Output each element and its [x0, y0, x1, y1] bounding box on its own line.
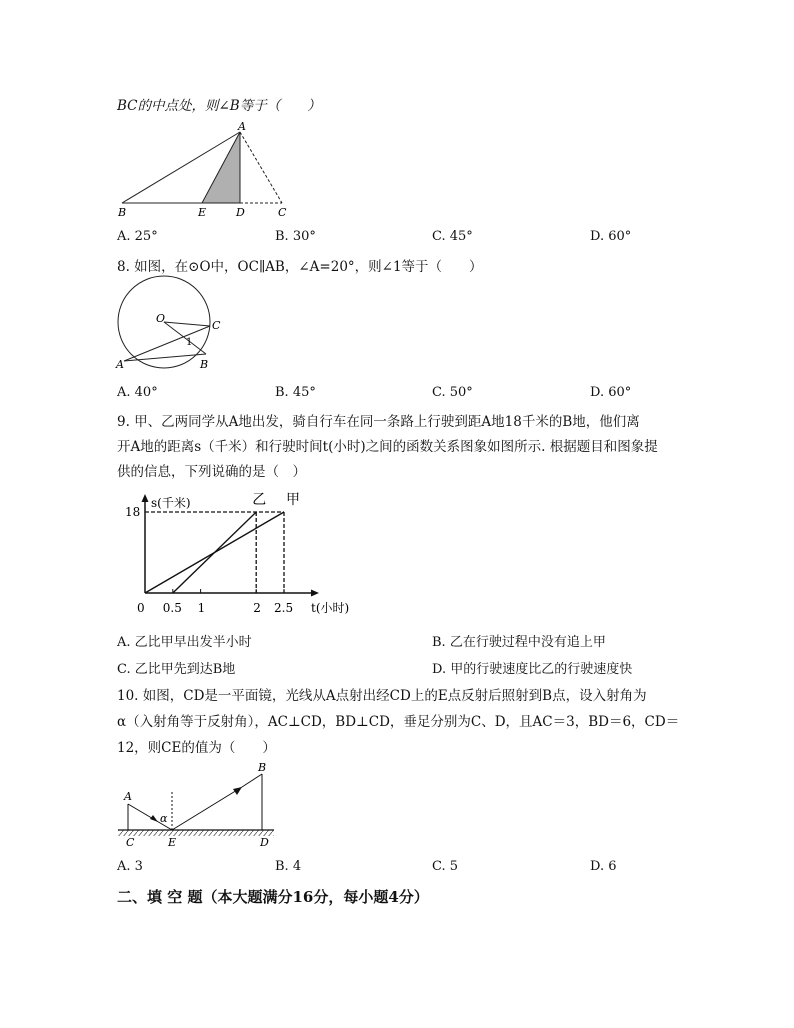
q8-line-OB — [164, 322, 206, 354]
q7-label-A: A — [238, 120, 246, 133]
q8-label-C: C — [212, 319, 221, 332]
q10-option-d[interactable]: D. 6 — [590, 859, 617, 874]
y-axis-label: s(千米) — [151, 496, 191, 510]
q10-stem-line-2: α（入射角等于反射角），AC⊥CD，BD⊥CD，垂足分别为C、D，且AC＝3，BD＝6，CD＝ — [117, 714, 680, 730]
section-2-heading: 二、填 空 题（本大题满分16分，每小题4分） — [117, 888, 429, 906]
q7-triangle-figure — [110, 120, 310, 220]
ray-arrow-AE — [150, 815, 158, 822]
q9-option-b[interactable]: B. 乙在行驶过程中没有追上甲 — [432, 635, 606, 650]
q7-option-c[interactable]: C. 45° — [432, 229, 473, 244]
q10-option-c[interactable]: C. 5 — [432, 859, 459, 874]
q10-option-b[interactable]: B. 4 — [275, 859, 302, 874]
q10-label-alpha: α — [160, 812, 168, 825]
q9-option-d[interactable]: D. 甲的行驶速度比乙的行驶速度快 — [432, 662, 633, 677]
q8-label-O: O — [156, 312, 166, 325]
q7-stem: BC的中点处，则∠B等于（ ） — [117, 98, 321, 114]
line-B-top — [242, 774, 262, 787]
q7-line-AC — [240, 132, 282, 203]
q7-label-E: E — [198, 206, 207, 219]
q10-label-B: B — [258, 761, 267, 774]
line-EB — [172, 787, 242, 830]
q8-label-A: A — [116, 358, 124, 371]
q8-option-c[interactable]: C. 50° — [432, 385, 473, 400]
q10-stem-line-1: 10. 如图，CD是一平面镜，光线从A点射出经CD上的E点反射后照射到B点，设入射角为 — [117, 688, 647, 704]
x-tick-label-0: 0.5 — [162, 601, 182, 615]
ray-arrow-EB — [233, 787, 242, 795]
mirror-hatch — [118, 830, 274, 836]
q10-mirror-figure — [112, 760, 282, 852]
q9-option-c[interactable]: C. 乙比甲先到达B地 — [117, 662, 236, 677]
q8-option-a[interactable]: A. 40° — [117, 385, 158, 400]
q8-stem: 8. 如图，在⊙O中，OC∥AB，∠A=20°，则∠1等于（ ） — [117, 259, 483, 275]
y-tick-label-0: 18 — [125, 505, 141, 519]
q7-option-a[interactable]: A. 25° — [117, 229, 158, 244]
q9-stem-line-3: 供的信息，下列说确的是（ ） — [117, 464, 306, 480]
q9-stem-line-2: 开A地的距离s（千米）和行驶时间t(小时)之间的函数关系图象如图所示. 根据题目和图象提 — [117, 439, 658, 455]
q10-label-A: A — [124, 790, 132, 803]
q9-stem-line-1: 9. 甲、乙两同学从A地出发，骑自行车在同一条路上行驶到距A地18千米的B地，他们离 — [117, 414, 640, 430]
series-label-yi: 乙 — [252, 492, 267, 508]
q9-distance-time-chart — [115, 490, 360, 625]
q10-stem-line-3: 12，则CE的值为（ ） — [117, 740, 276, 756]
q10-label-C: C — [126, 836, 135, 849]
q8-option-d[interactable]: D. 60° — [590, 385, 632, 400]
q7-label-B: B — [118, 206, 127, 219]
x-axis-label: t(小时) — [311, 601, 350, 615]
x-axis-arrow — [311, 590, 319, 597]
x-tick-label-3: 2.5 — [274, 601, 294, 615]
q7-label-C: C — [278, 206, 287, 219]
q8-label-1: 1 — [186, 337, 193, 348]
x-tick-label-1: 1 — [197, 601, 206, 615]
x-tick-label-2: 2 — [253, 601, 261, 615]
q8-line-AC — [124, 326, 210, 361]
q9-option-a[interactable]: A. 乙比甲早出发半小时 — [117, 635, 252, 650]
q10-label-E: E — [168, 836, 177, 849]
series-label-jia: 甲 — [286, 492, 300, 508]
series-line-1 — [173, 512, 256, 593]
q7-option-d[interactable]: D. 60° — [590, 229, 632, 244]
origin-label: 0 — [137, 601, 145, 615]
q8-circle-figure — [112, 278, 227, 373]
q8-label-B: B — [200, 358, 209, 371]
q10-option-a[interactable]: A. 3 — [117, 859, 143, 874]
y-axis-arrow — [142, 494, 149, 502]
q7-label-D: D — [236, 206, 245, 219]
q8-option-b[interactable]: B. 45° — [275, 385, 316, 400]
q8-line-OC — [164, 322, 210, 326]
q7-option-b[interactable]: B. 30° — [275, 229, 316, 244]
q7-shaded-triangle — [202, 132, 240, 203]
q10-label-D: D — [260, 836, 269, 849]
